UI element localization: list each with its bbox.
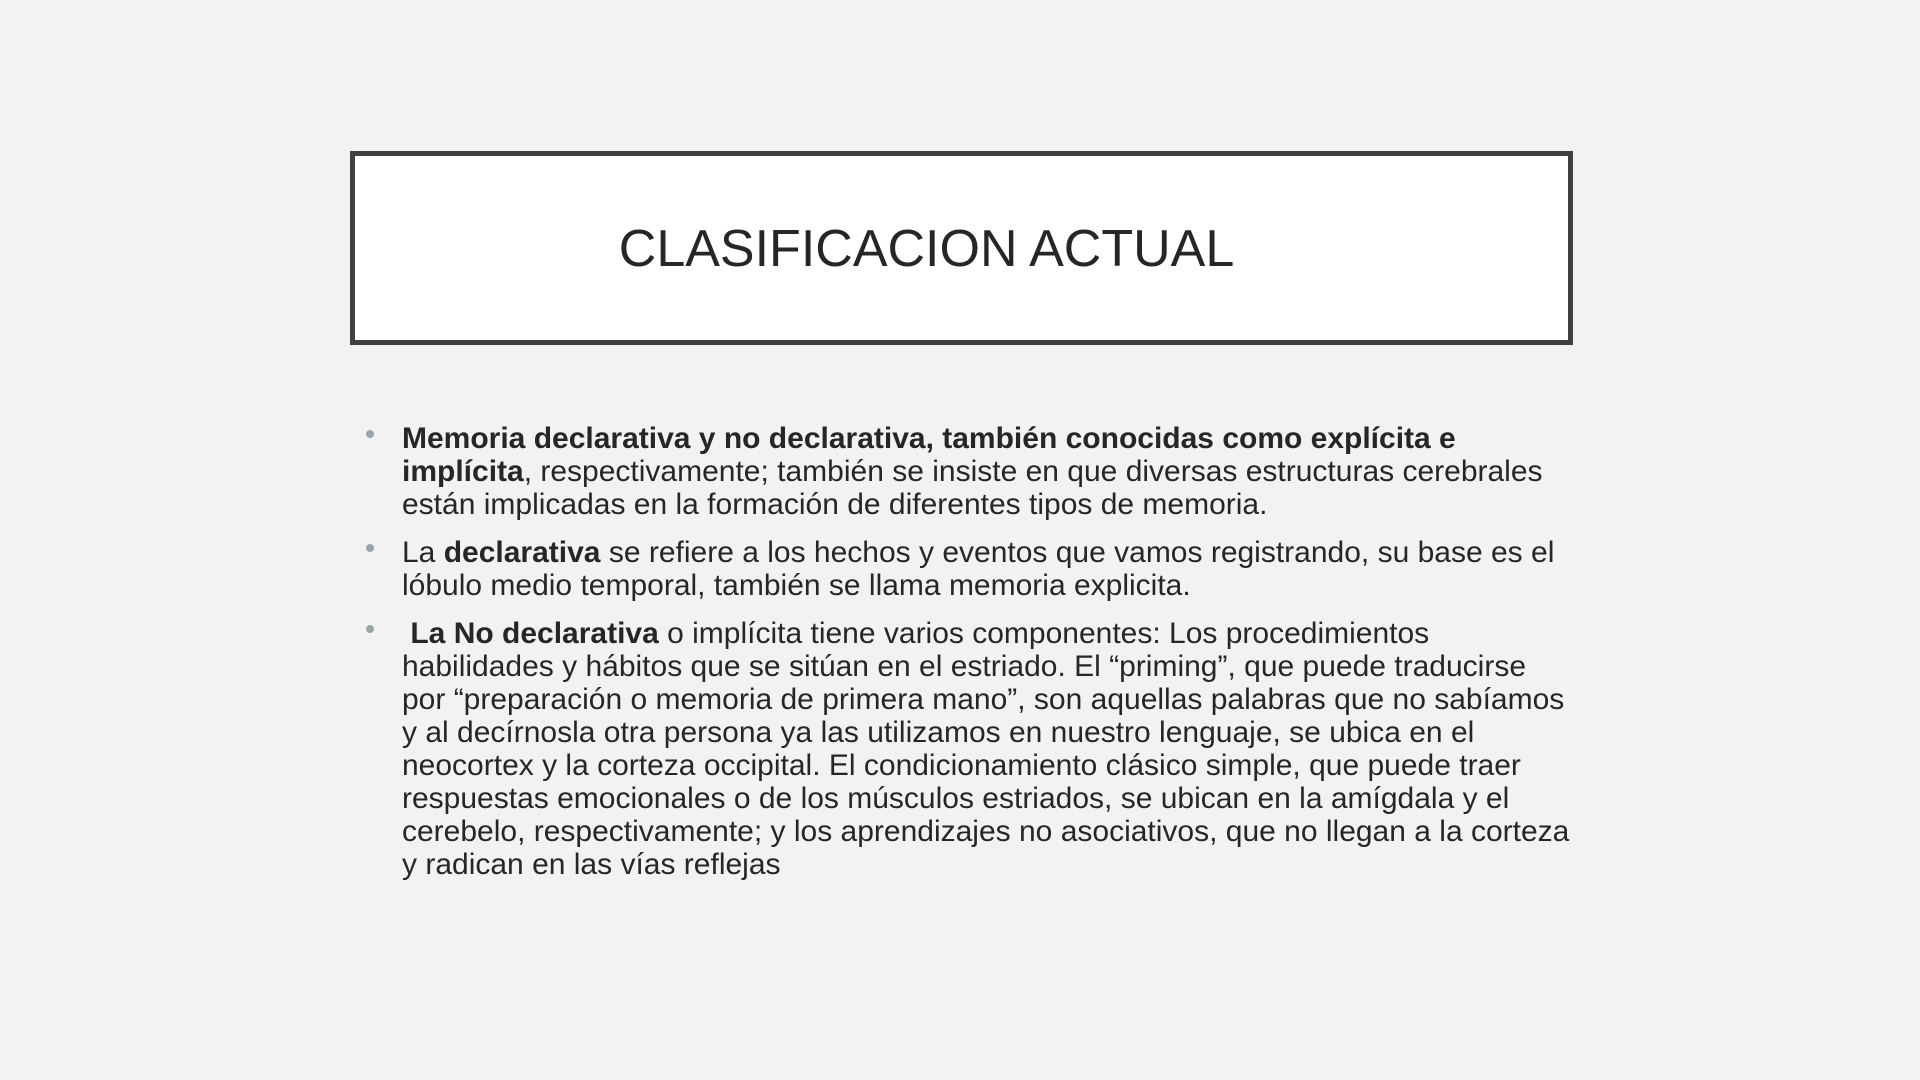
bullet-3-text: o implícita tiene varios componentes: Los procedimientos habilidades y hábitos que se sitúan en el estriado. El “priming”, que puede traducirse por “preparación o memoria de primera mano”, son aquellas palabras que no sabíamos y al decírnosla otra persona ya las utilizamos en nuestro lenguaje, se ubica en el neocortex y la corteza occipital. El condicionamiento clásico simple, que puede traer respuestas emocionales o de los músculos estriados, se ubican en la amígdala y el cerebelo, respectivamente; y los aprendizajes no asociativos, que no llegan a la corteza y radican en las vías reflejas <box>402 617 1570 881</box>
title-box <box>350 151 1573 345</box>
bullet-item-2 <box>362 536 1572 602</box>
bullet-3-bold: La No declarativa <box>410 617 659 650</box>
bullet-2-text: se refiere a los hechos y eventos que vamos registrando, su base es el lóbulo medio temporal, también se llama memoria explicita. <box>402 536 1555 602</box>
bullet-dot-icon <box>366 430 374 438</box>
bullet-1-text: , respectivamente; también se insiste en que diversas estructuras cerebrales están implicadas en la formación de diferentes tipos de memoria. <box>402 455 1543 521</box>
bullet-dot-icon <box>366 544 374 552</box>
bullet-item-3 <box>362 617 1572 881</box>
slide-title: CLASIFICACION ACTUAL <box>618 220 1235 278</box>
bullet-2-lead: La <box>402 536 444 569</box>
bullet-list <box>362 422 1572 896</box>
bullet-item-1 <box>362 422 1572 521</box>
bullet-dot-icon <box>366 625 374 633</box>
bullet-2-bold: declarativa <box>443 536 601 569</box>
bullet-1-bold: Memoria declarativa y no declarativa, también conocidas como explícita e implícita <box>402 422 1456 488</box>
